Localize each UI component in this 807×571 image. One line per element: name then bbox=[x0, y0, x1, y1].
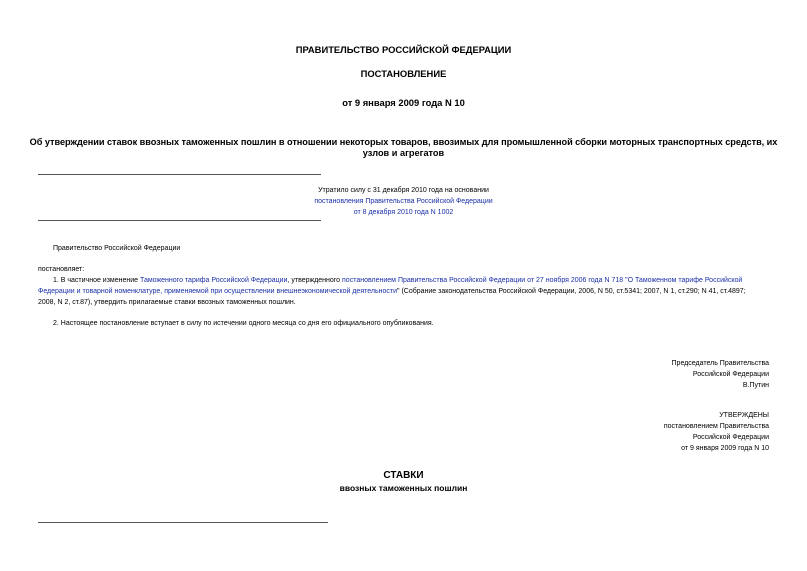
separator-bottom bbox=[38, 220, 321, 221]
document-title-line2: узлов и агрегатов bbox=[362, 148, 445, 158]
paragraph-2: 2. Настоящее постановление вступает в силу по истечении одного месяца со дня его официального опубликования. bbox=[53, 320, 434, 327]
annex-subtitle: ввозных таможенных пошлин bbox=[339, 483, 468, 493]
paragraph-1-line2 bbox=[38, 286, 746, 297]
customs-tariff-link[interactable]: Таможенного тарифа Российской Федерации bbox=[140, 277, 288, 284]
approved-line2: постановлением Правительства bbox=[663, 423, 769, 430]
paragraph-1-mid: , утвержденного bbox=[287, 277, 343, 284]
document-date-number: от 9 января 2009 года N 10 bbox=[342, 97, 465, 108]
approved-heading: УТВЕРЖДЕНЫ bbox=[719, 412, 769, 419]
decrees-text: постановляет: bbox=[38, 266, 85, 273]
repeal-decree-link[interactable]: постановления Правительства Российской Федерации bbox=[314, 198, 493, 205]
paragraph-1-line1 bbox=[53, 275, 742, 286]
intro-text: Правительство Российской Федерации bbox=[53, 245, 181, 252]
government-heading: ПРАВИТЕЛЬСТВО РОССИЙСКОЙ ФЕДЕРАЦИИ bbox=[295, 44, 512, 55]
paragraph-1-lead: 1. В частичное изменение bbox=[53, 277, 140, 284]
paragraph-1-line3: 2008, N 2, ст.87), утвердить прилагаемые ставки ввозных таможенных пошлин. bbox=[38, 299, 296, 306]
decree-718-link-continued[interactable]: Федерации и товарной номенклатуре, применяемой при осуществлении внешнеэкономической деятельности bbox=[38, 288, 398, 295]
repeal-decree-date-link[interactable]: от 8 декабря 2010 года N 1002 bbox=[353, 209, 454, 216]
approved-line4: от 9 января 2009 года N 10 bbox=[681, 445, 769, 452]
document-type: ПОСТАНОВЛЕНИЕ bbox=[360, 68, 447, 79]
annex-title: СТАВКИ bbox=[383, 470, 424, 481]
separator-top bbox=[38, 174, 321, 175]
paragraph-1-sources: " (Собрание законодательства Российской Федерации, 2006, N 50, ст.5341; 2007, N 1, ст.290; N 41, ст.4897; bbox=[397, 288, 746, 295]
decree-718-link[interactable]: постановлением Правительства Российской Федерации от 27 ноября 2006 года N 718 "О Таможенном тарифе Российской bbox=[342, 277, 743, 284]
signature-title-line1: Председатель Правительства bbox=[671, 360, 769, 367]
signature-title-line2: Российской Федерации bbox=[692, 371, 769, 378]
approved-line3: Российской Федерации bbox=[692, 434, 769, 441]
document-title-line1: Об утверждении ставок ввозных таможенных пошлин в отношении некоторых товаров, ввозимых для промышленной сборки моторных транспортных средств, их bbox=[29, 137, 778, 147]
signature-name: В.Путин bbox=[742, 382, 769, 389]
repeal-notice-text: Утратило силу с 31 декабря 2010 года на основании bbox=[318, 187, 489, 194]
separator-annex bbox=[38, 522, 328, 523]
